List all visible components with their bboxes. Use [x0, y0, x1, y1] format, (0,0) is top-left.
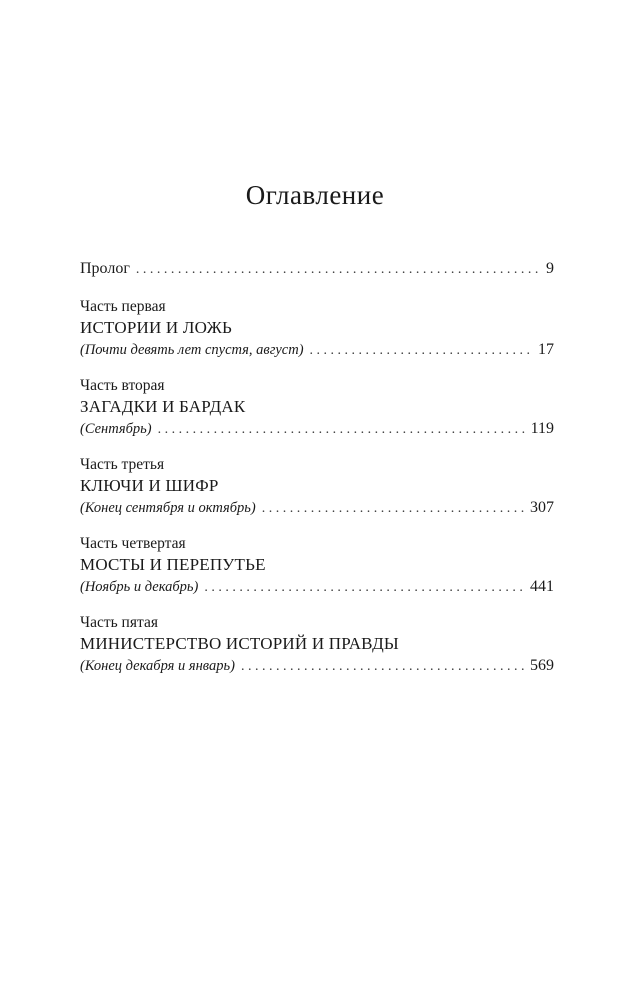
toc-page-number: 9 — [546, 260, 554, 277]
part-label: Часть первая — [80, 298, 166, 315]
part-label: Часть пятая — [80, 614, 158, 631]
dot-leader — [241, 659, 524, 675]
toc-part-3 — [80, 455, 554, 521]
part-label: Часть вторая — [80, 377, 165, 394]
toc-page-number: 441 — [530, 578, 554, 595]
toc-page-number: 119 — [530, 420, 554, 437]
toc-entry — [80, 341, 554, 363]
toc-entry — [80, 499, 554, 521]
part-title: КЛЮЧИ И ШИФР — [80, 476, 219, 495]
table-of-contents — [80, 260, 554, 679]
part-label: Часть третья — [80, 456, 165, 473]
toc-page-number: 307 — [530, 499, 554, 516]
part-title: МОСТЫ И ПЕРЕПУТЬЕ — [80, 555, 266, 574]
part-title: ИСТОРИИ И ЛОЖЬ — [80, 318, 233, 337]
toc-page-number: 17 — [538, 341, 554, 358]
toc-page-number: 569 — [530, 657, 554, 674]
part-label: Часть четвертая — [80, 535, 186, 552]
toc-entry — [80, 657, 554, 679]
dot-leader — [158, 422, 525, 438]
toc-part-2 — [80, 376, 554, 442]
part-subtitle: (Ноябрь и декабрь) — [80, 579, 199, 595]
part-title: МИНИСТЕРСТВО ИСТОРИЙ И ПРАВДЫ — [80, 634, 399, 653]
toc-part-4 — [80, 534, 554, 600]
part-subtitle: (Конец сентября и октябрь) — [80, 500, 256, 516]
page-title: Оглавление — [245, 180, 385, 210]
dot-leader — [136, 262, 540, 278]
toc-entry — [80, 578, 554, 600]
toc-entry — [80, 420, 554, 442]
part-title: ЗАГАДКИ И БАРДАК — [80, 397, 246, 416]
toc-entry-label: Пролог — [80, 260, 130, 277]
part-subtitle: (Конец декабря и январь) — [80, 658, 235, 674]
dot-leader — [262, 501, 524, 517]
dot-leader — [310, 343, 532, 359]
dot-leader — [204, 580, 524, 596]
toc-part-1 — [80, 297, 554, 363]
part-subtitle: (Сентябрь) — [80, 421, 152, 437]
part-subtitle: (Почти девять лет спустя, август) — [80, 342, 304, 358]
toc-entry-prologue — [80, 260, 554, 284]
toc-part-5 — [80, 613, 554, 679]
